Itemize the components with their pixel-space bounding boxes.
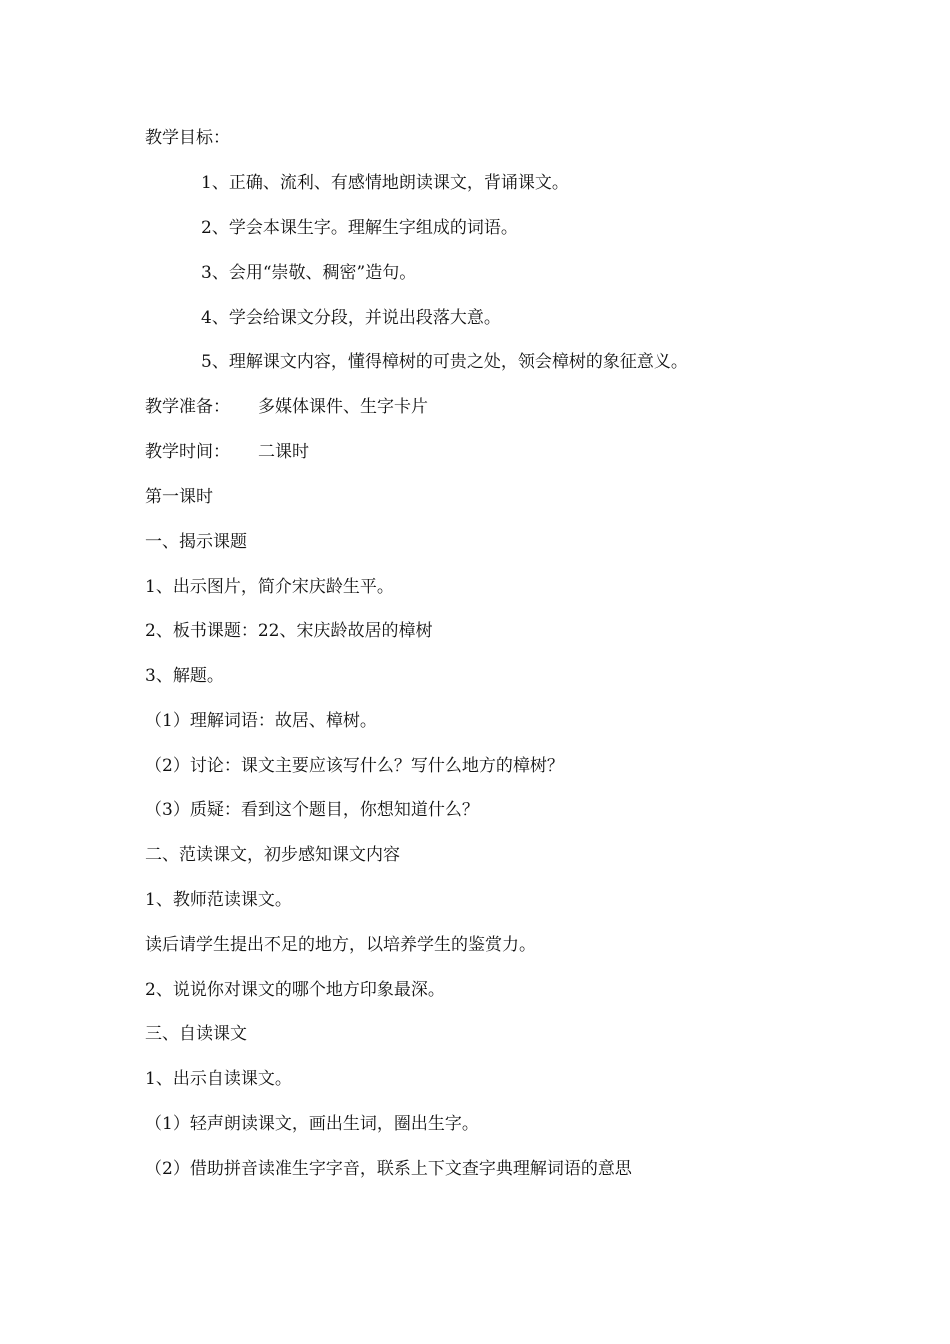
prep-line — [145, 395, 428, 419]
time-label: 教学时间： — [145, 442, 230, 462]
sub-item: （3）质疑：看到这个题目，你想知道什么？ — [145, 800, 479, 820]
list-item: 3、解题。 — [145, 666, 224, 686]
prep-label: 教学准备： — [145, 397, 230, 417]
list-item: 2、板书课题：22、宋庆龄故居的樟树 — [145, 621, 433, 641]
time-line — [145, 440, 309, 464]
sub-item: （1）理解词语：故居、樟树。 — [145, 711, 377, 731]
time-value: 二课时 — [258, 442, 309, 462]
list-item: 2、说说你对课文的哪个地方印象最深。 — [145, 980, 445, 1000]
sub-item: （1）轻声朗读课文，画出生词，圈出生字。 — [145, 1114, 479, 1134]
goals-heading: 教学目标： — [145, 128, 230, 148]
goal-item: 2、学会本课生字。理解生字组成的词语。 — [201, 218, 518, 238]
goal-item: 4、学会给课文分段，并说出段落大意。 — [201, 308, 501, 328]
sub-item: （2）讨论：课文主要应该写什么？写什么地方的樟树？ — [145, 756, 564, 776]
sub-item: （2）借助拼音读准生字字音，联系上下文查字典理解词语的意思 — [145, 1159, 632, 1179]
goal-item: 1、正确、流利、有感情地朗读课文，背诵课文。 — [201, 173, 569, 193]
lesson-title: 第一课时 — [145, 487, 213, 507]
list-item: 1、教师范读课文。 — [145, 890, 292, 910]
goal-item: 5、理解课文内容，懂得樟树的可贵之处，领会樟树的象征意义。 — [201, 352, 688, 372]
section-heading: 二、范读课文，初步感知课文内容 — [145, 845, 400, 865]
list-item: 读后请学生提出不足的地方，以培养学生的鉴赏力。 — [145, 935, 536, 955]
prep-value: 多媒体课件、生字卡片 — [258, 397, 428, 417]
goal-item: 3、会用“崇敬、稠密”造句。 — [201, 263, 417, 283]
section-heading: 一、揭示课题 — [145, 532, 247, 552]
section-heading: 三、自读课文 — [145, 1024, 247, 1044]
list-item: 1、出示图片，简介宋庆龄生平。 — [145, 577, 394, 597]
list-item: 1、出示自读课文。 — [145, 1069, 292, 1089]
